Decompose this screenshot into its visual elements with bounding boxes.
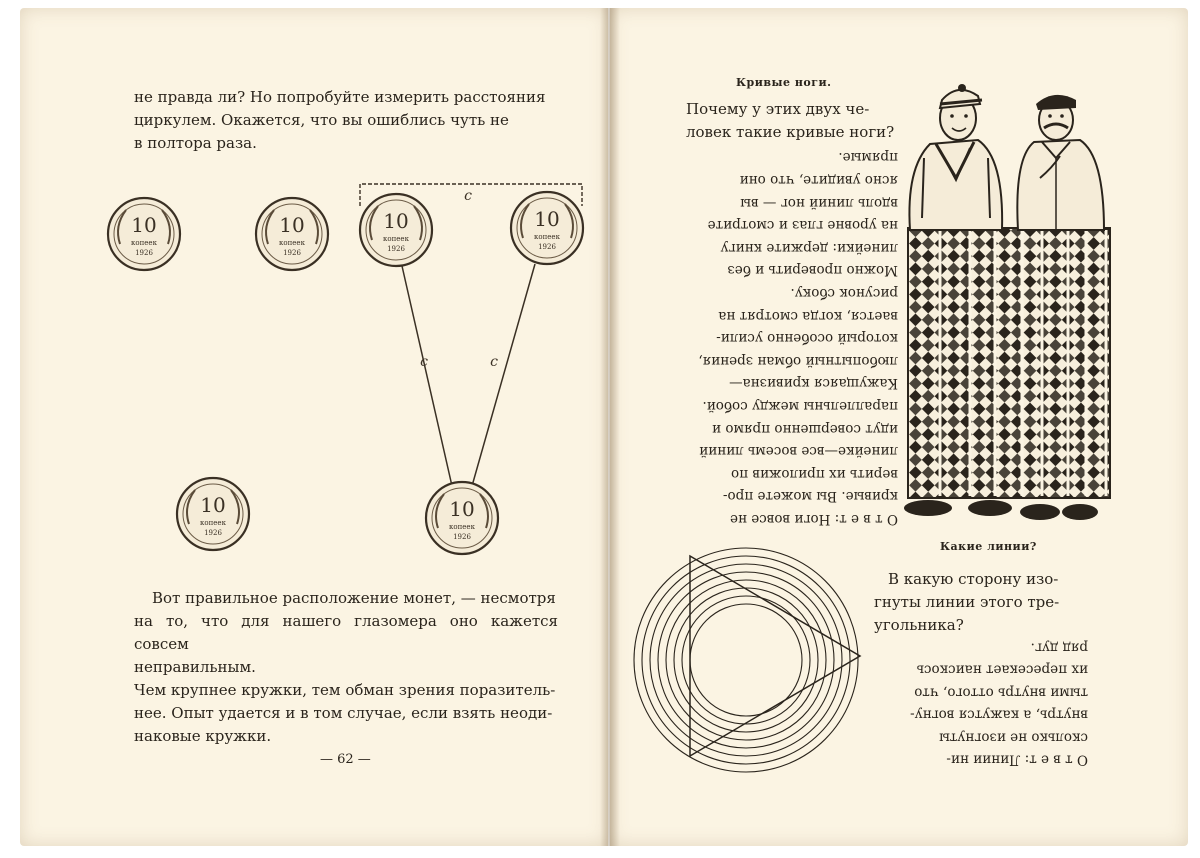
coin-year: 1926 xyxy=(538,243,556,251)
coin-year: 1926 xyxy=(283,249,301,257)
left-bottom-paragraph xyxy=(134,587,558,748)
text-line: О т в е т: Линии ни- xyxy=(946,751,1088,768)
text-line: циркулем. Окажется, что вы ошиблись чуть не xyxy=(134,111,509,129)
coin-year: 1926 xyxy=(387,245,405,253)
text-line: ряд дуг. xyxy=(1030,639,1088,656)
lattice-legs xyxy=(908,228,1110,498)
text-line: тыми внутрь оттого, что xyxy=(914,684,1088,701)
text-line: который особенно усили- xyxy=(716,330,898,347)
distance-line xyxy=(472,264,535,486)
text-line: гнуты линии этого тре- xyxy=(874,593,1060,611)
section-heading: Кривые ноги. xyxy=(736,76,832,89)
text-line: неправильным. xyxy=(134,658,256,676)
text-line: ловек такие кривые ноги? xyxy=(686,123,895,141)
coin-value: 10 xyxy=(383,209,409,233)
text-line: угольника? xyxy=(874,616,964,634)
text-line: В какую сторону изо- xyxy=(888,570,1059,588)
text-line: внутрь, а кажутся вогну- xyxy=(910,706,1088,723)
text-line: верить их приложив по xyxy=(730,465,898,482)
distance-label: c xyxy=(464,188,472,204)
text-line: на то, что для нашего глазомера оно кажется совсем xyxy=(134,612,558,653)
text-line: линейки: держите книгу xyxy=(720,239,898,256)
text-line: сколько не изогнуты xyxy=(939,729,1088,746)
text-line: Почему у этих двух че- xyxy=(686,100,870,118)
coin-word: копеек xyxy=(279,239,305,247)
coin-word: копеек xyxy=(383,235,409,243)
text-line: наковые кружки. xyxy=(134,727,272,745)
answer-paragraph-upside-down xyxy=(872,636,1088,770)
coin-value: 10 xyxy=(200,493,226,517)
coin-value: 10 xyxy=(131,213,157,237)
distance-line xyxy=(402,266,452,486)
text-line: кривые. Вы можете про- xyxy=(722,488,898,505)
text-line: Можно проверить и без xyxy=(727,262,898,279)
coin-word: копеек xyxy=(200,519,226,527)
distance-label: c xyxy=(420,354,428,370)
text-line: параллельны между собой. xyxy=(702,398,898,415)
text-line: линейке—все восемь линий xyxy=(699,443,898,460)
question-paragraph xyxy=(874,568,1088,637)
text-line: любопытный обман зрения, xyxy=(698,352,898,369)
text-line: в полтора раза. xyxy=(134,134,257,152)
coin-value: 10 xyxy=(449,497,475,521)
text-line: Чем крупнее кружки, тем обман зрения поразитель- xyxy=(134,681,556,699)
text-line: идут совершенно прямо и xyxy=(712,420,898,437)
coin-word: копеек xyxy=(131,239,157,247)
text-line: О т в е т: Ноги вовсе не xyxy=(729,511,898,528)
coin-year: 1926 xyxy=(204,529,222,537)
text-line: вдоль линий ног — вы xyxy=(740,194,898,211)
page-number: — 62 — xyxy=(320,752,371,767)
text-line: прямые. xyxy=(838,149,898,166)
coin-year: 1926 xyxy=(135,249,153,257)
section-heading: Какие линии? xyxy=(940,540,1037,553)
coin-year: 1926 xyxy=(453,533,471,541)
two-men-illustration xyxy=(904,84,1110,520)
coin-word: копеек xyxy=(449,523,475,531)
text-line: рисунок сбоку. xyxy=(790,285,898,302)
coin-value: 10 xyxy=(534,207,560,231)
text-line: Кажущаяся кривизна— xyxy=(729,375,898,392)
text-line: вается, когда смотрят на xyxy=(718,307,898,324)
text-line: на уровне глаз и смотрите xyxy=(707,217,898,234)
text-line: ясно увидите, что они xyxy=(739,172,898,189)
text-line: не правда ли? Но попробуйте измерить расстояния xyxy=(134,88,546,106)
text-line: нее. Опыт удается и в том случае, если взять неоди- xyxy=(134,704,553,722)
text-line: их пересекает наискось xyxy=(916,661,1088,678)
concentric-circles-triangle xyxy=(634,548,860,772)
text-line: Вот правильное расположение монет, — несмотря xyxy=(152,589,556,607)
coin-value: 10 xyxy=(279,213,305,237)
coin-word: копеек xyxy=(534,233,560,241)
distance-label: c xyxy=(490,354,498,370)
